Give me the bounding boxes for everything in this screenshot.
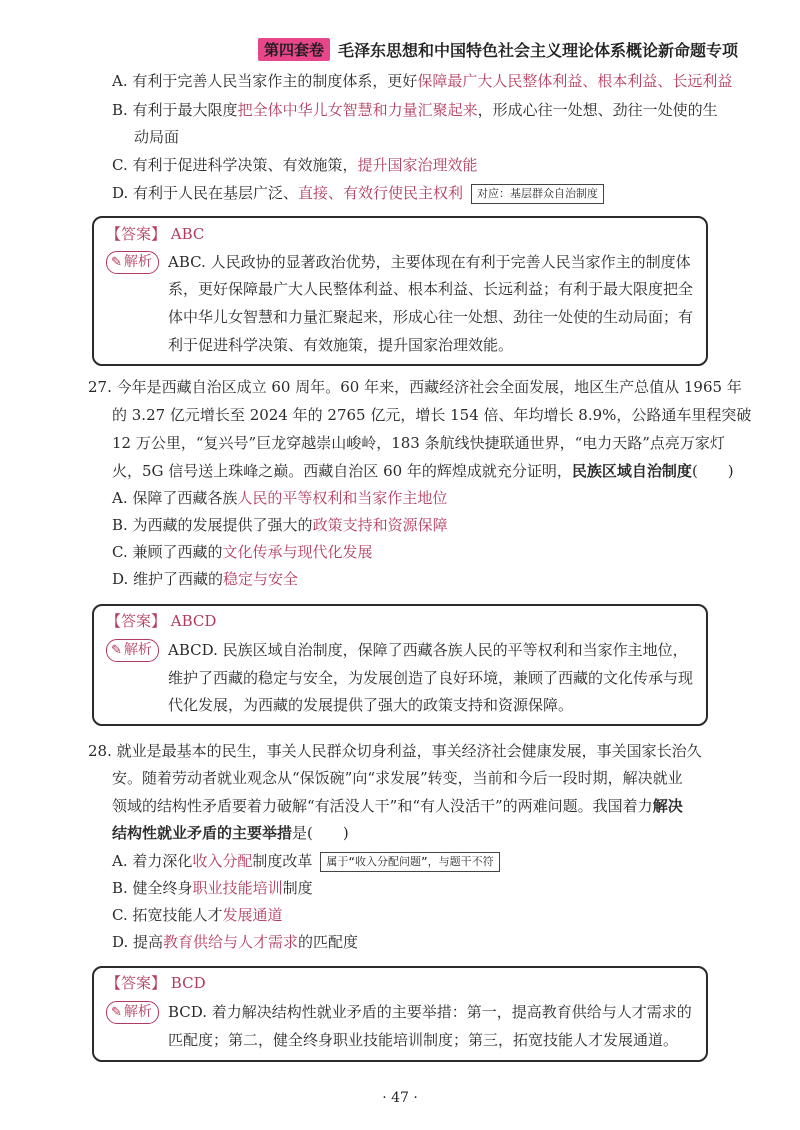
- option-keypoint: 文化传承与现代化发展: [222, 543, 373, 561]
- annotation-note: 对应：基层群众自治制度: [471, 184, 604, 204]
- page-header: [258, 38, 772, 60]
- option-text: B. 有利于最大限度: [112, 101, 238, 119]
- q27-option-c: C. 兼顾了西藏的文化传承与现代化发展: [112, 543, 373, 561]
- q26-option-a: [112, 70, 732, 92]
- answer-value: BCD: [170, 974, 206, 992]
- analysis-line: 维护了西藏的稳定与安全，为发展创造了良好环境，兼顾了西藏的文化传承与现: [168, 669, 694, 687]
- q28-stem-line: 28. 就业是最基本的民生，事关人民群众切身利益，事关经济社会健康发展，事关国家长治久: [88, 742, 702, 760]
- option-keypoint: 提升国家治理效能: [357, 156, 478, 174]
- option-text: C. 有利于促进科学决策、有效施策，: [112, 156, 358, 174]
- q27-stem-line: 12 万公里，“复兴号”巨龙穿越崇山峻岭，183 条航线快捷联通世界，“电力天路”点亮万家灯: [112, 434, 725, 452]
- option-text-suffix: ，形成心往一处想、劲往一处使的生: [477, 101, 718, 119]
- q27-option-a: A. 保障了西藏各族人民的平等权利和当家作主地位: [112, 489, 448, 507]
- pencil-icon: ✎: [111, 255, 122, 270]
- q26-option-d: [112, 182, 604, 204]
- answer-label: 【答案】 ABCD: [106, 612, 217, 630]
- analysis-line: 体中华儿女智慧和力量汇聚起来，形成心往一处想、劲往一处使的生动局面；有: [168, 308, 694, 326]
- q26-option-b: [112, 99, 718, 121]
- analysis-line: ABC. 人民政协的显著政治优势，主要体现在有利于完善人民当家作主的制度体: [168, 253, 691, 271]
- q26-option-c: [112, 154, 478, 176]
- q28-option-a: A. 着力深化收入分配制度改革 属于“收入分配问题”，与题干不符: [112, 850, 500, 872]
- analysis-line: 代化发展，为西藏的发展提供了强大的政策支持和资源保障。: [168, 696, 574, 714]
- option-keypoint: 稳定与安全: [223, 570, 299, 588]
- q27-option-b: B. 为西藏的发展提供了强大的政策支持和资源保障: [112, 516, 448, 534]
- page-number: · 47 ·: [382, 1090, 418, 1106]
- q28-option-c: C. 拓宽技能人才发展通道: [112, 906, 283, 924]
- option-keypoint: 教育供给与人才需求: [163, 933, 299, 951]
- option-keypoint: 收入分配: [192, 852, 253, 870]
- pencil-icon: ✎: [111, 643, 122, 658]
- option-keypoint: 职业技能培训: [192, 879, 283, 897]
- q28-option-b: B. 健全终身职业技能培训制度: [112, 879, 313, 897]
- q27-stem-line: 火，5G 信号送上珠峰之巅。西藏自治区 60 年的辉煌成就充分证明，民族区域自治制度( ): [112, 462, 734, 480]
- stem-keyword: 结构性就业矛盾的主要举措: [112, 824, 293, 842]
- answer-value: ABCD: [170, 612, 217, 630]
- option-text: D. 有利于人民在基层广泛、: [112, 184, 299, 202]
- option-keypoint: 发展通道: [222, 906, 283, 924]
- q28-stem-line: 结构性就业矛盾的主要举措是( ): [112, 824, 349, 842]
- option-keypoint: 政策支持和资源保障: [312, 516, 448, 534]
- volume-tag: 第四套卷: [258, 38, 330, 61]
- q28-stem-line: 安。随着劳动者就业观念从“保饭碗”向“求发展”转变，当前和今后一段时期，解决就业: [112, 769, 683, 787]
- q28-stem-line: 领域的结构性矛盾要着力破解“有活没人干”和“有人没活干”的两难问题。我国着力解决: [112, 797, 683, 815]
- analysis-line: 匹配度；第二，健全终身职业技能培训制度；第三，拓宽技能人才发展通道。: [168, 1031, 679, 1049]
- answer-value: ABC: [170, 225, 205, 243]
- q26-option-b-line2: 动局面: [134, 128, 180, 146]
- stem-keyword: 解决: [652, 797, 683, 815]
- analysis-badge: ✎ 解析: [106, 639, 159, 662]
- analysis-line: BCD. 着力解决结构性就业矛盾的主要举措：第一，提高教育供给与人才需求的: [168, 1003, 692, 1021]
- answer-label: 【答案】 ABC: [106, 225, 205, 243]
- option-keypoint: 人民的平等权利和当家作主地位: [237, 489, 448, 507]
- analysis-badge: ✎ 解析: [106, 251, 159, 274]
- option-keypoint: 直接、有效行使民主权利: [298, 184, 464, 202]
- analysis-line: 系，更好保障最广大人民整体利益、根本利益、长远利益；有利于最大限度把全: [168, 280, 694, 298]
- q27-option-d: D. 维护了西藏的稳定与安全: [112, 570, 299, 588]
- header-title: 毛泽东思想和中国特色社会主义理论体系概论新命题专项: [338, 40, 739, 60]
- analysis-line: 利于促进科学决策、有效施策，提升国家治理效能。: [168, 336, 514, 354]
- pencil-icon: ✎: [111, 1005, 122, 1020]
- option-text: A. 有利于完善人民当家作主的制度体系，更好: [112, 72, 418, 90]
- q27-stem-line: 27. 今年是西藏自治区成立 60 周年。60 年来，西藏经济社会全面发展，地区生产总值从 1965 年: [88, 378, 742, 396]
- q27-stem-line: 的 3.27 亿元增长至 2024 年的 2765 亿元，增长 154 倍、年均增长 8.9%，公路通车里程突破: [112, 406, 752, 424]
- analysis-line: ABCD. 民族区域自治制度，保障了西藏各族人民的平等权利和当家作主地位，: [168, 641, 688, 659]
- option-keypoint: 保障最广大人民整体利益、根本利益、长远利益: [417, 72, 733, 90]
- answer-label: 【答案】 BCD: [106, 974, 206, 992]
- option-keypoint: 把全体中华儿女智慧和力量汇聚起来: [237, 101, 478, 119]
- analysis-badge: ✎ 解析: [106, 1001, 159, 1024]
- q28-option-d: D. 提高教育供给与人才需求的匹配度: [112, 933, 359, 951]
- annotation-note: 属于“收入分配问题”，与题干不符: [320, 852, 499, 872]
- stem-keyword: 民族区域自治制度: [571, 462, 692, 480]
